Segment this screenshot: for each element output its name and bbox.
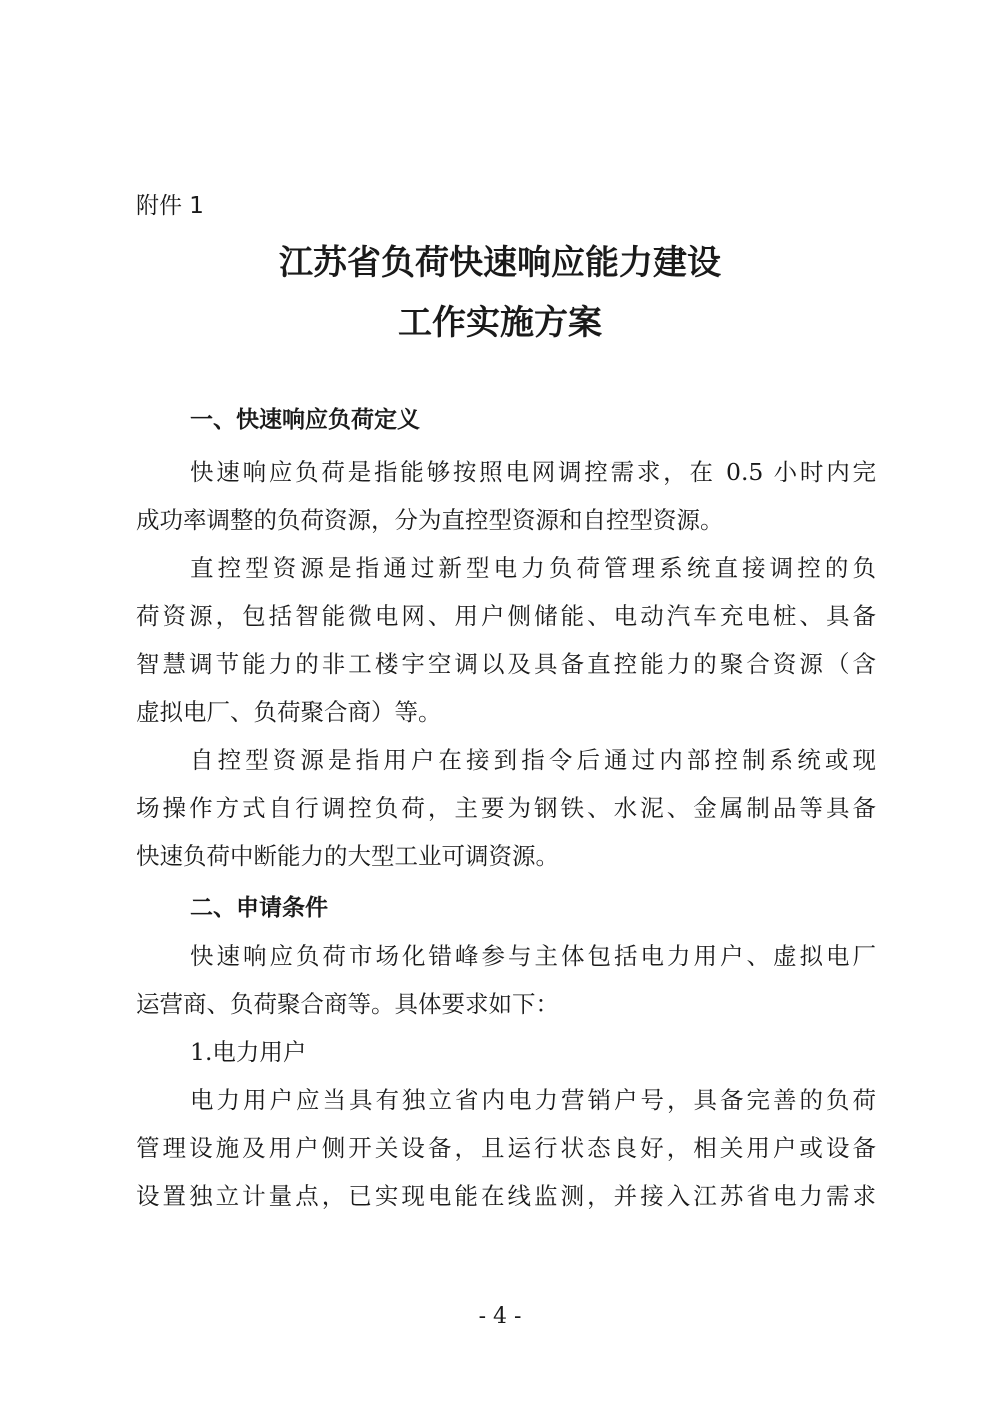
paragraph-line: 电力用户应当具有独立省内电力营销户号，具备完善的负荷 xyxy=(190,1086,876,1114)
paragraph-line: 场操作方式自行调控负荷，主要为钢铁、水泥、金属制品等具备 xyxy=(136,794,876,822)
section-heading-2: 二、申请条件 xyxy=(190,895,328,921)
list-item-label: 1.电力用户 xyxy=(190,1038,307,1066)
paragraph-line: 管理设施及用户侧开关设备，且运行状态良好，相关用户或设备 xyxy=(136,1134,876,1162)
paragraph-line: 快速响应负荷市场化错峰参与主体包括电力用户、虚拟电厂 xyxy=(190,942,876,970)
paragraph-line: 智慧调节能力的非工楼宇空调以及具备直控能力的聚合资源（含 xyxy=(136,650,876,678)
paragraph-line: 直控型资源是指通过新型电力负荷管理系统直接调控的负 xyxy=(190,554,876,582)
page-number: - 4 - xyxy=(478,1304,522,1329)
paragraph-line: 快速响应负荷是指能够按照电网调控需求，在 0.5 小时内完 xyxy=(190,458,876,486)
section-heading-1: 一、快速响应负荷定义 xyxy=(190,407,420,433)
attachment-label: 附件 1 xyxy=(136,193,204,219)
paragraph-line: 自控型资源是指用户在接到指令后通过内部控制系统或现 xyxy=(190,746,876,774)
document-title-line-2: 工作实施方案 xyxy=(398,303,602,343)
paragraph-line: 快速负荷中断能力的大型工业可调资源。 xyxy=(136,842,559,870)
paragraph-line: 荷资源，包括智能微电网、用户侧储能、电动汽车充电桩、具备 xyxy=(136,602,876,630)
paragraph-line: 设置独立计量点，已实现电能在线监测，并接入江苏省电力需求 xyxy=(136,1182,876,1210)
paragraph-line: 虚拟电厂、负荷聚合商）等。 xyxy=(136,698,442,726)
paragraph-line: 运营商、负荷聚合商等。具体要求如下： xyxy=(136,990,559,1018)
document-title-line-1: 江苏省负荷快速响应能力建设 xyxy=(279,243,721,283)
paragraph-line: 成功率调整的负荷资源，分为直控型资源和自控型资源。 xyxy=(136,506,724,534)
